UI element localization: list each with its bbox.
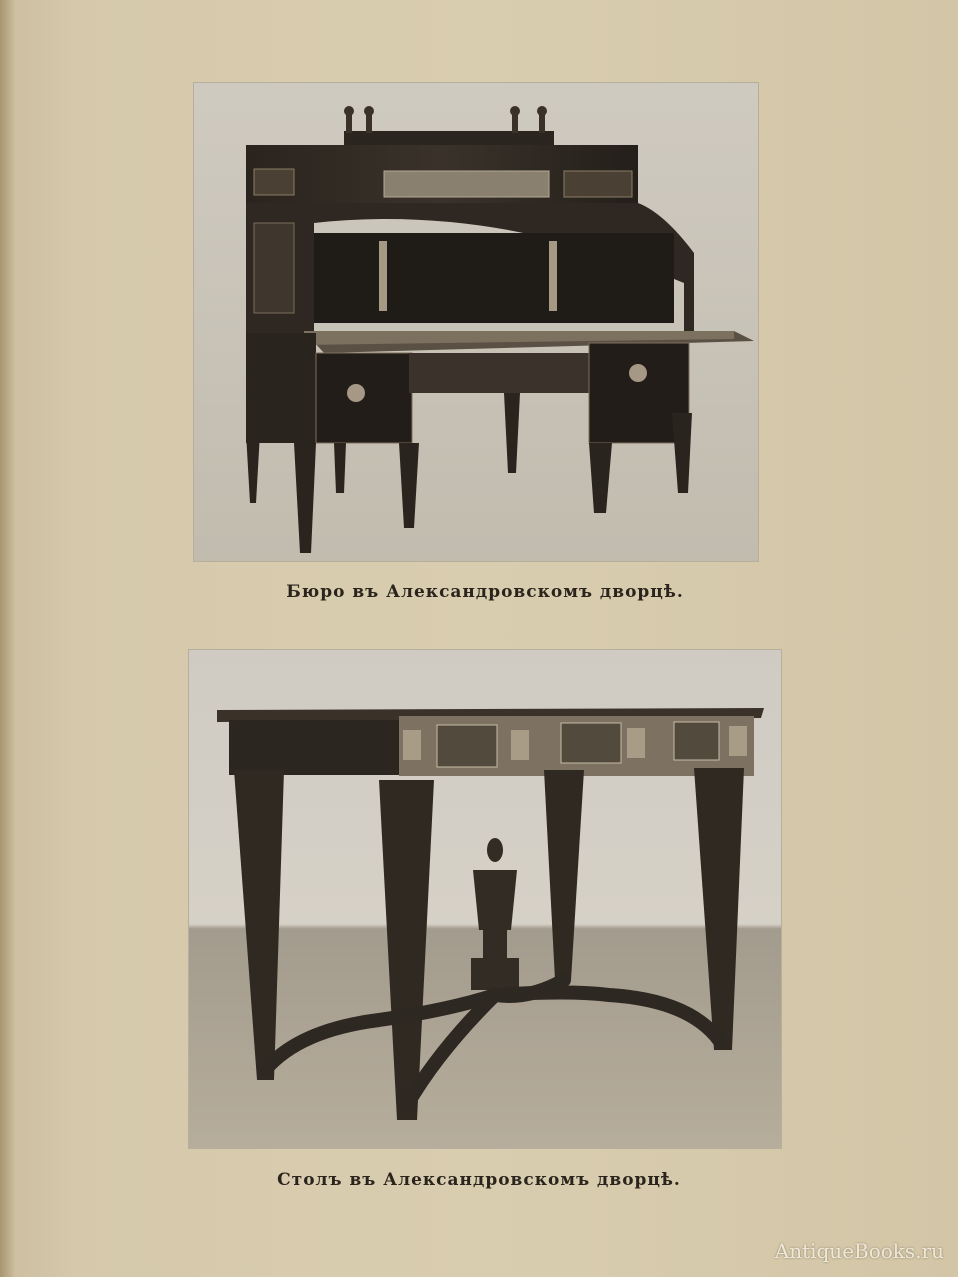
watermark: AntiqueBooks.ru xyxy=(774,1239,944,1263)
bureau-caption: Бюро въ Александровскомъ дворцѣ. xyxy=(286,582,684,602)
table-caption: Столъ въ Александровскомъ дворцѣ. xyxy=(277,1170,681,1190)
table-photo xyxy=(189,650,781,1148)
page-spine-edge xyxy=(0,0,14,1277)
bureau-photo xyxy=(194,83,758,561)
